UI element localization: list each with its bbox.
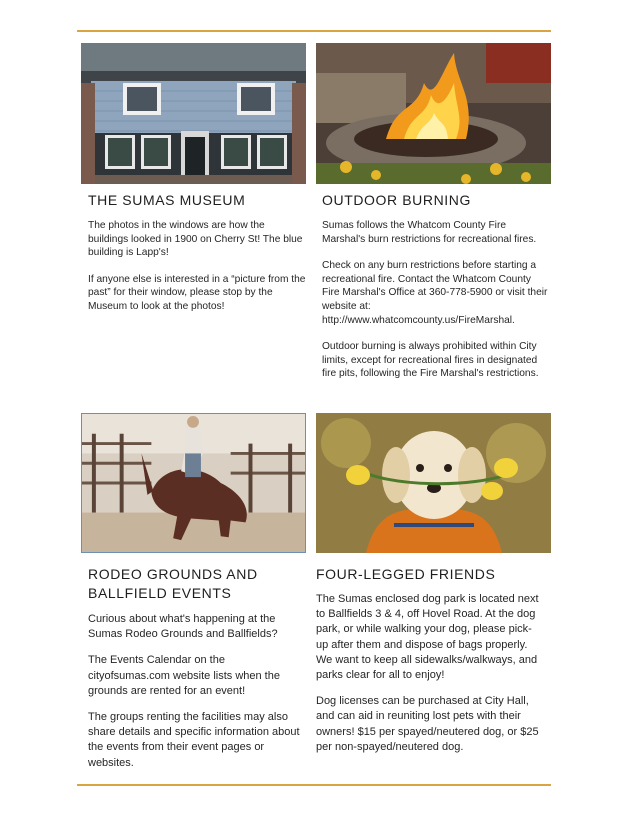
rodeo-paragraph: The groups renting the facilities may also share details and specific information about the events from their event pages or websites. (88, 711, 300, 769)
bottom-divider (77, 784, 551, 786)
museum-paragraph: The photos in the windows are how the buildings looked in 1900 on Cherry St! The blue building is Lapp's! (88, 220, 303, 259)
dogs-heading: FOUR-LEGGED FRIENDS (316, 566, 496, 582)
rodeo-paragraph: The Events Calendar on the cityofsumas.com website lists when the grounds are rented for an event! (88, 654, 280, 697)
rodeo-paragraph: Curious about what's happening at the Sumas Rodeo Grounds and Ballfields? (88, 613, 278, 641)
dogs-paragraph: The Sumas enclosed dog park is located next to Ballfields 3 & 4, off Hovel Road. At the dog park, or while walking your dog, please pick-up after them and dispose of bags properly. We want to keep all sidewalks/walkways, and parks clear for all to enjoy! (316, 593, 539, 682)
top-divider (77, 30, 551, 32)
rodeo-heading-line: RODEO GROUNDS AND (88, 566, 258, 582)
museum-paragraph: If anyone else is interested in a “picture from the past” for their window, please stop by the Museum to look at the photos! (88, 273, 306, 312)
fire-pit-photo (316, 43, 551, 184)
burning-paragraph: Check on any burn restrictions before starting a recreational fire. Contact the Whatcom County Fire Marshal's Office at 360-778-5900 or visit their website at: http://www.whatcomcounty.us/FireMarshal. (322, 260, 548, 326)
burning-body (322, 219, 550, 381)
rodeo-body (88, 612, 306, 782)
dogs-body (316, 592, 541, 766)
rodeo-photo (81, 413, 306, 553)
museum-body (88, 219, 306, 314)
museum-photo (81, 43, 306, 184)
dog-photo (316, 413, 551, 553)
burning-paragraph: Outdoor burning is always prohibited within City limits, except for recreational fires in designated fire pits, following the Fire Marshal's restrictions. (322, 341, 539, 380)
rodeo-heading-line: BALLFIELD EVENTS (88, 585, 232, 601)
burning-paragraph: Sumas follows the Whatcom County Fire Marshal's burn restrictions for recreational fires. (322, 220, 537, 245)
museum-heading: THE SUMAS MUSEUM (88, 192, 246, 208)
burning-heading: OUTDOOR BURNING (322, 192, 471, 208)
dogs-paragraph: Dog licenses can be purchased at City Hall, and can aid in reuniting lost pets with their owners! $15 per spayed/neutered dog, or $25 per non-spayed/neutered dog. (316, 695, 539, 753)
rodeo-heading (88, 565, 258, 603)
